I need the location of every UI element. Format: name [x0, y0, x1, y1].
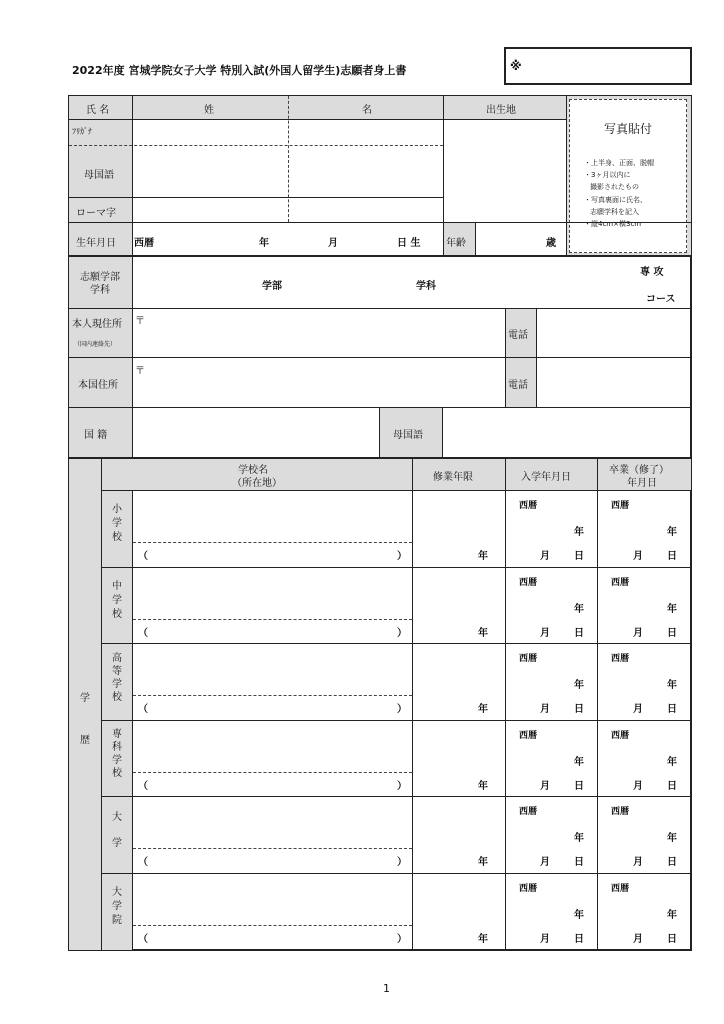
grad-month-unit: 月: [633, 627, 643, 639]
school-type-label: 大学院: [112, 887, 122, 927]
home-phone-label: 電話: [508, 380, 528, 391]
col-years: 修業年限: [433, 472, 473, 483]
education-section-label: 学歴: [80, 693, 90, 746]
birth-era: 西暦: [134, 238, 154, 249]
birthplace-header: 出生地: [486, 105, 516, 116]
age-label: 年齢: [446, 238, 466, 249]
grad-era: 西暦: [611, 884, 630, 894]
current-phone-label: 電話: [508, 330, 528, 341]
grad-day-unit: 日: [667, 934, 677, 945]
entry-era: 西暦: [519, 730, 538, 741]
entry-day-unit: 日: [574, 857, 584, 869]
birth-day-unit: 日 生: [397, 238, 421, 249]
home-phone-field[interactable]: [538, 359, 690, 406]
birthdate-field[interactable]: [150, 224, 440, 254]
furigana-given-field[interactable]: [289, 120, 442, 144]
paren-close: ）: [397, 704, 407, 716]
school-name-field[interactable]: [133, 875, 411, 923]
birth-month-unit: 月: [328, 238, 338, 249]
entry-month-unit: 月: [540, 934, 550, 945]
school-type-label: 大学: [112, 811, 122, 849]
paren-open: （: [138, 780, 148, 792]
entry-day-unit: 日: [574, 627, 584, 639]
entry-month-unit: 月: [540, 857, 550, 869]
photo-note: 撮影されたもの: [590, 183, 639, 191]
graduation-date-field[interactable]: [599, 740, 689, 792]
col-school-name: 学校名: [238, 465, 268, 476]
home-address-label: 本国住所: [78, 380, 118, 391]
school-location-field[interactable]: [152, 697, 392, 717]
paren-open: （: [138, 704, 148, 716]
col-school-location: （所在地）: [232, 478, 282, 489]
school-type-label: 専科学校: [112, 729, 122, 780]
entry-day-unit: 日: [574, 780, 584, 792]
years-unit: 年: [478, 551, 488, 562]
entry-month-unit: 月: [540, 627, 550, 639]
age-unit: 歳: [546, 238, 556, 249]
office-use-box: [504, 47, 692, 85]
entry-date-field[interactable]: [507, 510, 595, 562]
years-field[interactable]: [414, 875, 474, 945]
entry-era: 西暦: [519, 654, 538, 665]
entry-day-unit: 日: [574, 934, 584, 945]
current-phone-field[interactable]: [538, 310, 690, 356]
current-postal-mark: 〒: [135, 316, 145, 327]
nationality-native-language-field[interactable]: [444, 409, 690, 456]
col-entry-date: 入学年月日: [521, 472, 571, 483]
graduation-date-field[interactable]: [599, 663, 689, 715]
native-language-label: 母国語: [84, 170, 114, 181]
course-unit: コース: [646, 294, 676, 305]
grad-era: 西暦: [611, 501, 630, 511]
nationality-label: 国 籍: [84, 430, 108, 441]
years-unit: 年: [478, 857, 488, 869]
entry-date-field[interactable]: [507, 663, 595, 715]
entry-month-unit: 月: [540, 551, 550, 562]
years-unit: 年: [478, 627, 488, 639]
years-field[interactable]: [414, 492, 474, 562]
grad-month-unit: 月: [633, 704, 643, 716]
paren-close: ）: [397, 780, 407, 792]
school-type-label: 中学校: [112, 580, 122, 620]
entry-month-unit: 月: [540, 704, 550, 716]
entry-era: 西暦: [519, 577, 538, 588]
paren-close: ）: [397, 551, 407, 562]
school-location-field[interactable]: [152, 927, 392, 947]
school-type-label: 小学校: [112, 504, 122, 544]
current-address-field[interactable]: [145, 310, 503, 356]
photo-note: 志願学科を記入: [590, 208, 639, 216]
entry-year-unit: 年: [574, 603, 584, 615]
school-location-field[interactable]: [152, 621, 392, 641]
entry-day-unit: 日: [574, 551, 584, 562]
nationality-field[interactable]: [133, 409, 377, 456]
entry-date-field[interactable]: [507, 893, 595, 945]
col-graduation-date: 年月日: [627, 478, 657, 489]
given-romaji-field[interactable]: [289, 198, 442, 221]
given-name-header: 名: [362, 105, 372, 116]
surname-header: 姓: [204, 105, 214, 116]
page-number: 1: [383, 982, 390, 995]
department-field[interactable]: [133, 258, 633, 306]
entry-date-field[interactable]: [507, 740, 595, 792]
photo-note: ・縦4cm×横3cm: [584, 220, 642, 228]
grad-era: 西暦: [611, 654, 630, 665]
paren-close: ）: [397, 857, 407, 869]
birthdate-label: 生年月日: [76, 238, 116, 249]
entry-era: 西暦: [519, 501, 538, 511]
grad-era: 西暦: [611, 807, 630, 818]
paren-open: （: [138, 857, 148, 869]
years-field[interactable]: [414, 722, 474, 792]
romaji-label: ローマ字: [76, 208, 116, 219]
school-location-field[interactable]: [152, 774, 392, 794]
school-name-field[interactable]: [133, 569, 411, 617]
grad-year-unit: 年: [667, 680, 677, 692]
entry-year-unit: 年: [574, 756, 584, 768]
graduation-date-field[interactable]: [599, 893, 689, 945]
home-postal-mark: 〒: [135, 366, 145, 377]
school-type-label: 高等学校: [112, 652, 122, 703]
major-unit: 専 攻: [640, 267, 664, 278]
paren-open: （: [138, 934, 148, 945]
grad-day-unit: 日: [667, 551, 677, 562]
years-unit: 年: [478, 934, 488, 945]
surname-romaji-field[interactable]: [133, 198, 287, 221]
nationality-native-language-label: 母国語: [393, 430, 423, 441]
grad-era: 西暦: [611, 730, 630, 741]
furigana-label: ﾌﾘｶﾞﾅ: [72, 127, 92, 136]
entry-month-unit: 月: [540, 780, 550, 792]
grad-era: 西暦: [611, 577, 630, 588]
faculty-unit: 学部: [262, 281, 282, 292]
photo-title: 写真貼付: [604, 122, 653, 136]
grad-year-unit: 年: [667, 833, 677, 845]
entry-year-unit: 年: [574, 527, 584, 538]
photo-note: ・写真裏面に氏名、: [584, 196, 647, 204]
grad-day-unit: 日: [667, 780, 677, 792]
photo-box: [569, 99, 687, 253]
office-use-mark: ※: [510, 59, 522, 73]
page-title: 2022年度 宮城学院女子大学 特別入試(外国人留学生)志願者身上書: [72, 64, 407, 77]
years-field[interactable]: [414, 645, 474, 715]
graduation-date-field[interactable]: [599, 816, 689, 868]
grad-year-unit: 年: [667, 527, 677, 538]
school-location-field[interactable]: [152, 544, 392, 564]
entry-year-unit: 年: [574, 910, 584, 921]
school-name-field[interactable]: [133, 492, 411, 540]
years-unit: 年: [478, 704, 488, 716]
grad-year-unit: 年: [667, 603, 677, 615]
surname-native-field[interactable]: [133, 146, 287, 196]
department-label-sub: 学科: [90, 285, 110, 296]
entry-year-unit: 年: [574, 833, 584, 845]
school-name-field[interactable]: [133, 722, 411, 770]
grad-year-unit: 年: [667, 756, 677, 768]
entry-day-unit: 日: [574, 704, 584, 716]
age-field[interactable]: [477, 224, 543, 254]
entry-date-field[interactable]: [507, 587, 595, 639]
birthplace-field[interactable]: [444, 120, 565, 221]
birth-year-unit: 年: [259, 238, 269, 249]
paren-open: （: [138, 551, 148, 562]
furigana-surname-field[interactable]: [133, 120, 287, 144]
given-native-field[interactable]: [289, 146, 442, 196]
photo-note: ・3ヶ月以内に: [584, 171, 631, 179]
years-field[interactable]: [414, 798, 474, 868]
entry-era: 西暦: [519, 807, 538, 818]
grad-day-unit: 日: [667, 704, 677, 716]
name-label: 氏 名: [86, 105, 110, 116]
dept-unit: 学科: [416, 281, 436, 292]
graduation-date-field[interactable]: [599, 587, 689, 639]
entry-date-field[interactable]: [507, 816, 595, 868]
grad-year-unit: 年: [667, 910, 677, 921]
entry-year-unit: 年: [574, 680, 584, 692]
paren-close: ）: [397, 934, 407, 945]
graduation-date-field[interactable]: [599, 510, 689, 562]
school-location-field[interactable]: [152, 850, 392, 870]
grad-month-unit: 月: [633, 551, 643, 562]
grad-day-unit: 日: [667, 857, 677, 869]
grad-month-unit: 月: [633, 857, 643, 869]
col-graduation: 卒業（修了）: [609, 465, 669, 476]
school-name-field[interactable]: [133, 798, 411, 846]
paren-close: ）: [397, 627, 407, 639]
current-address-label: 本人現住所: [72, 319, 122, 330]
entry-era: 西暦: [519, 884, 538, 894]
years-unit: 年: [478, 780, 488, 792]
grad-month-unit: 月: [633, 934, 643, 945]
paren-open: （: [138, 627, 148, 639]
years-field[interactable]: [414, 569, 474, 639]
school-name-field[interactable]: [133, 645, 411, 693]
grad-month-unit: 月: [633, 780, 643, 792]
current-address-sublabel: （国内連絡先）: [74, 341, 117, 348]
department-label: 志願学部: [80, 272, 120, 283]
grad-day-unit: 日: [667, 627, 677, 639]
photo-note: ・上半身、正面、脱帽: [584, 159, 654, 167]
home-address-field[interactable]: [145, 359, 503, 406]
